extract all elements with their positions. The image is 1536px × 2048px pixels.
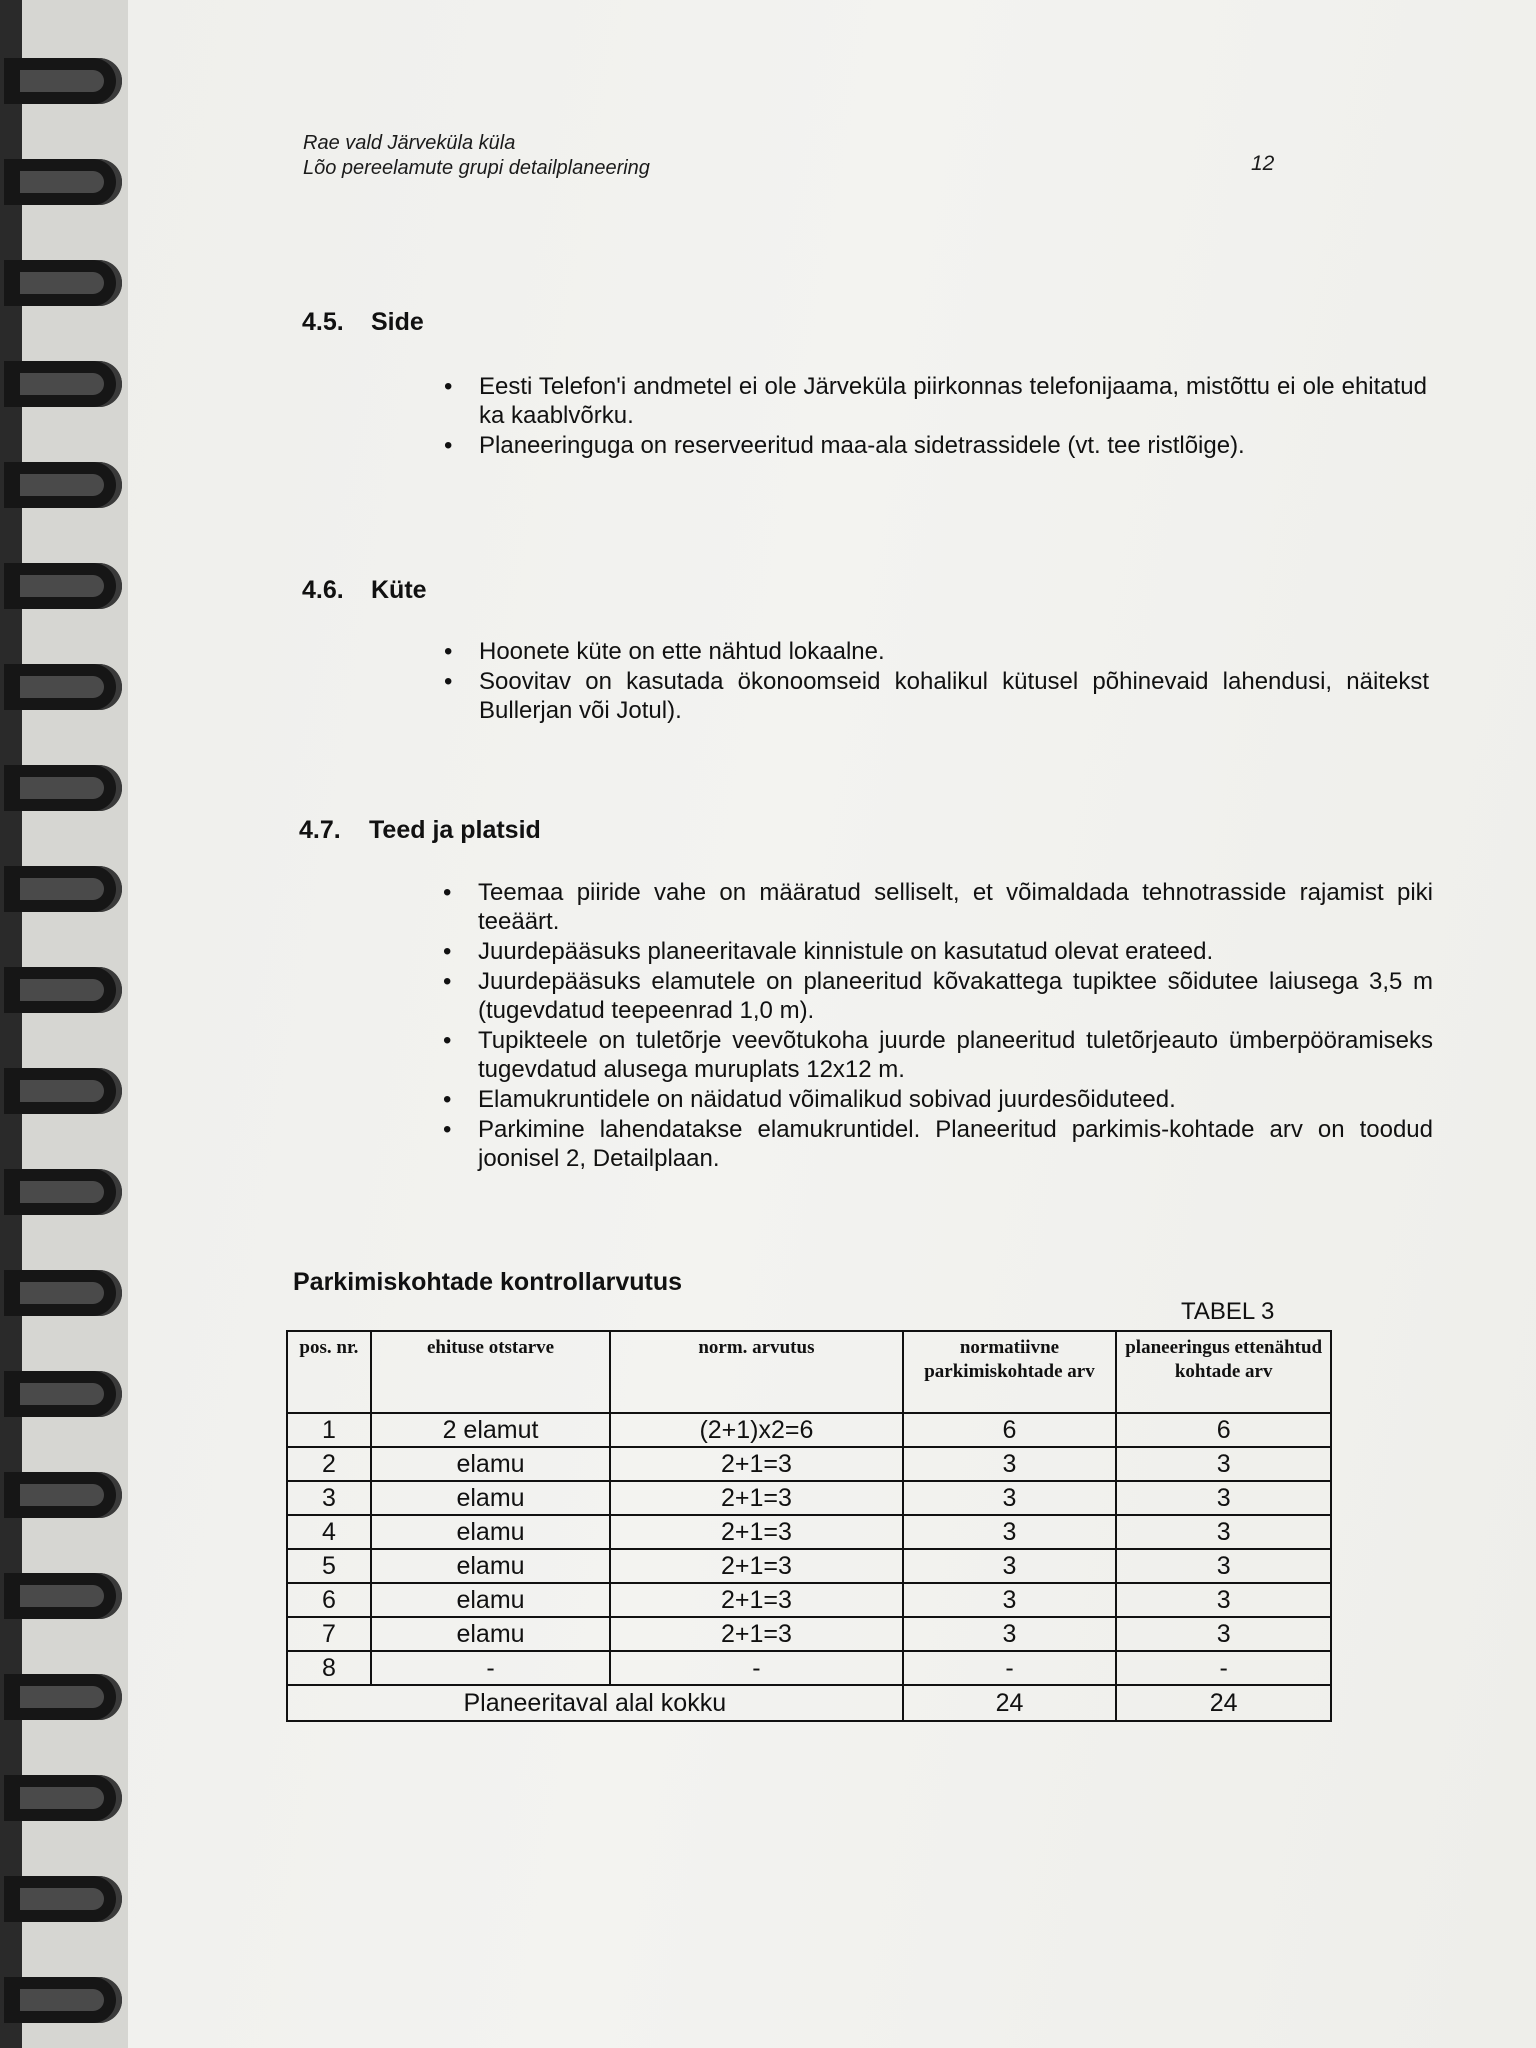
- cell-normative: 3: [903, 1549, 1117, 1583]
- cell-pos: 2: [287, 1447, 371, 1481]
- section-number-4-7: 4.7.: [299, 816, 341, 844]
- table-row: [287, 1413, 1331, 1447]
- page-number: 12: [1251, 152, 1275, 175]
- cell-calc: 2+1=3: [610, 1481, 902, 1515]
- section-number-4-6: 4.6.: [302, 576, 344, 604]
- table-heading: Parkimiskohtade kontrollarvutus: [293, 1268, 683, 1296]
- cell-calc: (2+1)x2=6: [610, 1413, 902, 1447]
- cell-purpose: elamu: [371, 1549, 610, 1583]
- cell-pos: 6: [287, 1583, 371, 1617]
- binding-coil: [4, 1977, 122, 2023]
- cell-calc: 2+1=3: [610, 1447, 902, 1481]
- bullet-dot: •: [443, 968, 452, 995]
- cell-normative: -: [903, 1651, 1117, 1685]
- cell-calc: 2+1=3: [610, 1583, 902, 1617]
- cell-purpose: 2 elamut: [371, 1413, 610, 1447]
- binding-coil: [4, 1371, 122, 1417]
- table-header-row: [287, 1331, 1331, 1413]
- spiral-binding: [0, 0, 130, 2048]
- cell-purpose: elamu: [371, 1481, 610, 1515]
- header-plan-title: Lõo pereelamute grupi detailplaneering: [303, 157, 650, 179]
- table-row: [287, 1583, 1331, 1617]
- total-planned: 24: [1116, 1685, 1331, 1721]
- table-label: TABEL 3: [1181, 1298, 1275, 1325]
- cell-planned: 6: [1116, 1413, 1331, 1447]
- bullet-dot: •: [444, 373, 453, 400]
- cell-purpose: elamu: [371, 1447, 610, 1481]
- table-row: [287, 1651, 1331, 1685]
- section-title-teed-ja-platsid: Teed ja platsid: [369, 816, 541, 844]
- binding-coil: [4, 1775, 122, 1821]
- bullet-dot: •: [443, 1027, 452, 1054]
- table-row: [287, 1447, 1331, 1481]
- col-header-pos: pos. nr.: [287, 1331, 371, 1413]
- cell-pos: 8: [287, 1651, 371, 1685]
- page-header: [303, 131, 650, 181]
- cell-normative: 3: [903, 1481, 1117, 1515]
- cell-normative: 3: [903, 1583, 1117, 1617]
- bullet-item: • Tupikteele on tuletõrje veevõtukoha juurde planeeritud tuletõrjeauto ümberpööramiseks tugevdatud alusega muruplats 12x12 m.: [443, 1027, 1433, 1083]
- cell-planned: -: [1116, 1651, 1331, 1685]
- cell-purpose: elamu: [371, 1617, 610, 1651]
- cell-planned: 3: [1116, 1583, 1331, 1617]
- binding-spine: [0, 0, 22, 2048]
- binding-coil: [4, 765, 122, 811]
- parking-table: [286, 1330, 1332, 1722]
- cell-calc: 2+1=3: [610, 1617, 902, 1651]
- col-header-planned: planeeringus ettenähtud kohtade arv: [1116, 1331, 1331, 1413]
- binding-coil: [4, 1169, 122, 1215]
- binding-coil: [4, 159, 122, 205]
- bullet-item: • Juurdepääsuks planeeritavale kinnistule on kasutatud olevat erateed.: [443, 938, 1214, 965]
- bullet-item: • Teemaa piiride vahe on määratud selliselt, et võimaldada tehnotrasside rajamist piki teeäärt.: [443, 879, 1433, 935]
- bullet-dot: •: [444, 432, 453, 459]
- section-teed-bullets: [443, 878, 1433, 1174]
- section-side-bullets: [444, 372, 1427, 461]
- bullet-dot: •: [444, 668, 453, 695]
- binding-coil: [4, 1270, 122, 1316]
- bullet-dot: •: [444, 638, 453, 665]
- cell-pos: 1: [287, 1413, 371, 1447]
- table-row: [287, 1515, 1331, 1549]
- cell-calc: 2+1=3: [610, 1549, 902, 1583]
- bullet-item: • Hoonete küte on ette nähtud lokaalne.: [444, 638, 885, 665]
- binding-coil: [4, 563, 122, 609]
- binding-coil: [4, 260, 122, 306]
- col-header-purpose: ehituse otstarve: [371, 1331, 610, 1413]
- cell-purpose: -: [371, 1651, 610, 1685]
- binding-coil: [4, 1472, 122, 1518]
- table-row: [287, 1549, 1331, 1583]
- bullet-dot: •: [443, 879, 452, 906]
- bullet-item: • Elamukruntidele on näidatud võimalikud sobivad juurdesõiduteed.: [443, 1086, 1176, 1113]
- binding-coil: [4, 361, 122, 407]
- binding-coil: [4, 58, 122, 104]
- cell-normative: 3: [903, 1447, 1117, 1481]
- binding-coil: [4, 664, 122, 710]
- bullet-dot: •: [443, 1116, 452, 1143]
- cell-calc: -: [610, 1651, 902, 1685]
- table-row: [287, 1617, 1331, 1651]
- cell-calc: 2+1=3: [610, 1515, 902, 1549]
- bullet-dot: •: [443, 938, 452, 965]
- table-total-row: [287, 1685, 1331, 1721]
- bullet-dot: •: [443, 1086, 452, 1113]
- bullet-item: • Soovitav on kasutada ökonoomseid kohalikul kütusel põhinevaid lahendusi, näitekst Bullerjan või Jotul).: [444, 668, 1429, 724]
- cell-planned: 3: [1116, 1549, 1331, 1583]
- cell-pos: 7: [287, 1617, 371, 1651]
- cell-planned: 3: [1116, 1515, 1331, 1549]
- section-number-4-5: 4.5.: [302, 308, 344, 336]
- section-kute-bullets: [444, 637, 1429, 726]
- binding-coil: [4, 1876, 122, 1922]
- binding-coil: [4, 1674, 122, 1720]
- document-page: [128, 0, 1536, 2048]
- col-header-calc: norm. arvutus: [610, 1331, 902, 1413]
- binding-coil: [4, 967, 122, 1013]
- cell-planned: 3: [1116, 1617, 1331, 1651]
- binding-coil: [4, 462, 122, 508]
- cell-pos: 3: [287, 1481, 371, 1515]
- cell-pos: 4: [287, 1515, 371, 1549]
- cell-normative: 3: [903, 1515, 1117, 1549]
- table-row: [287, 1481, 1331, 1515]
- bullet-item: • Eesti Telefon'i andmetel ei ole Järveküla piirkonnas telefonijaama, mistõttu ei ole ehitatud ka kaablvõrku.: [444, 373, 1427, 429]
- col-header-normative: normatiivne parkimiskohtade arv: [903, 1331, 1117, 1413]
- cell-normative: 3: [903, 1617, 1117, 1651]
- bullet-item: • Parkimine lahendatakse elamukruntidel. Planeeritud parkimis-kohtade arv on toodud joonisel 2, Detailplaan.: [443, 1116, 1433, 1172]
- binding-coil: [4, 866, 122, 912]
- total-normative: 24: [903, 1685, 1117, 1721]
- cell-purpose: elamu: [371, 1515, 610, 1549]
- cell-planned: 3: [1116, 1447, 1331, 1481]
- section-title-kute: Küte: [371, 576, 427, 604]
- cell-pos: 5: [287, 1549, 371, 1583]
- binding-coil: [4, 1068, 122, 1114]
- binding-coil: [4, 1573, 122, 1619]
- cell-purpose: elamu: [371, 1583, 610, 1617]
- bullet-item: • Planeeringuga on reserveeritud maa-ala sidetrassidele (vt. tee ristlõige).: [444, 432, 1245, 459]
- bullet-item: • Juurdepääsuks elamutele on planeeritud kõvakattega tupiktee sõidutee laiusega 3,5 m (tugevdatud teepeenrad 1,0 m).: [443, 968, 1433, 1024]
- total-label: Planeeritaval alal kokku: [287, 1685, 903, 1721]
- cell-normative: 6: [903, 1413, 1117, 1447]
- header-municipality: Rae vald Järveküla küla: [303, 132, 516, 154]
- section-title-side: Side: [371, 308, 424, 336]
- cell-planned: 3: [1116, 1481, 1331, 1515]
